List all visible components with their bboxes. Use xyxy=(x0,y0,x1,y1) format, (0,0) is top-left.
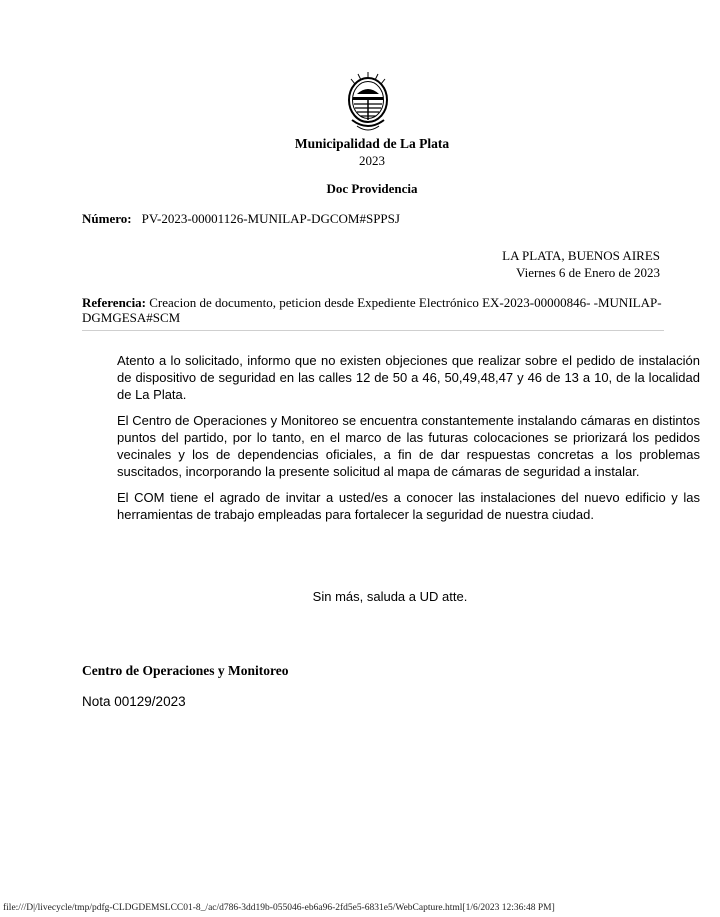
place: LA PLATA, BUENOS AIRES xyxy=(502,248,660,263)
reference-text: Creacion de documento, peticion desde Expediente Electrónico EX-2023-00000846- -MUNILAP-DGMGESA#SCM xyxy=(82,295,662,325)
body-paragraph: Atento a lo solicitado, informo que no existen objeciones que realizar sobre el pedido de instalación de dispositivo de seguridad en las calles 12 de 50 a 46, 50,49,48,47 y 46 de 13 a 10, de la localidad de La Plata. xyxy=(117,353,700,402)
place-and-date xyxy=(502,247,660,281)
document-number-label: Número: xyxy=(82,211,132,226)
body-paragraph: El COM tiene el agrado de invitar a usted/es a conocer las instalaciones del nuevo edificio y las herramientas de trabajo empleadas para fortalecer la seguridad de nuestra ciudad. xyxy=(117,490,700,522)
date: Viernes 6 de Enero de 2023 xyxy=(516,265,660,280)
document-type: Doc Providencia xyxy=(326,181,418,196)
organization-title: Municipalidad de La Plata xyxy=(294,136,450,151)
document-number xyxy=(82,211,400,227)
footer-file-path: file:///D|/livecycle/tmp/pdfg-CLDGDEMSLCC01-8_/ac/d786-3dd19b-055046-eb6a96-2fd5e5-6831e5/WebCapture.html[1/6/2023 12:36:48 PM] xyxy=(3,903,555,913)
reference xyxy=(82,295,672,325)
document-year: 2023 xyxy=(359,153,385,168)
closing-salutation: Sin más, saluda a UD atte. xyxy=(312,589,468,604)
divider xyxy=(82,330,664,331)
signature-name: Centro de Operaciones y Monitoreo xyxy=(82,663,289,678)
body-paragraph: El Centro de Operaciones y Monitoreo se encuentra constantemente instalando cámaras en distintos puntos del partido, por lo tanto, en el marco de las futuras colocaciones se priorizará los pedidos vecinales y los de dependencias oficiales, a fin de dar respuestas concretas a los problemas suscitados, incorporando la presente solicitud al mapa de cámaras de seguridad a instalar. xyxy=(117,413,700,479)
body-text xyxy=(117,352,700,532)
note-number: Nota 00129/2023 xyxy=(82,694,186,709)
reference-label: Referencia: xyxy=(82,295,147,310)
document-number-value: PV-2023-00001126-MUNILAP-DGCOM#SPPSJ xyxy=(141,211,400,226)
municipal-coat-of-arms-icon xyxy=(343,70,393,136)
